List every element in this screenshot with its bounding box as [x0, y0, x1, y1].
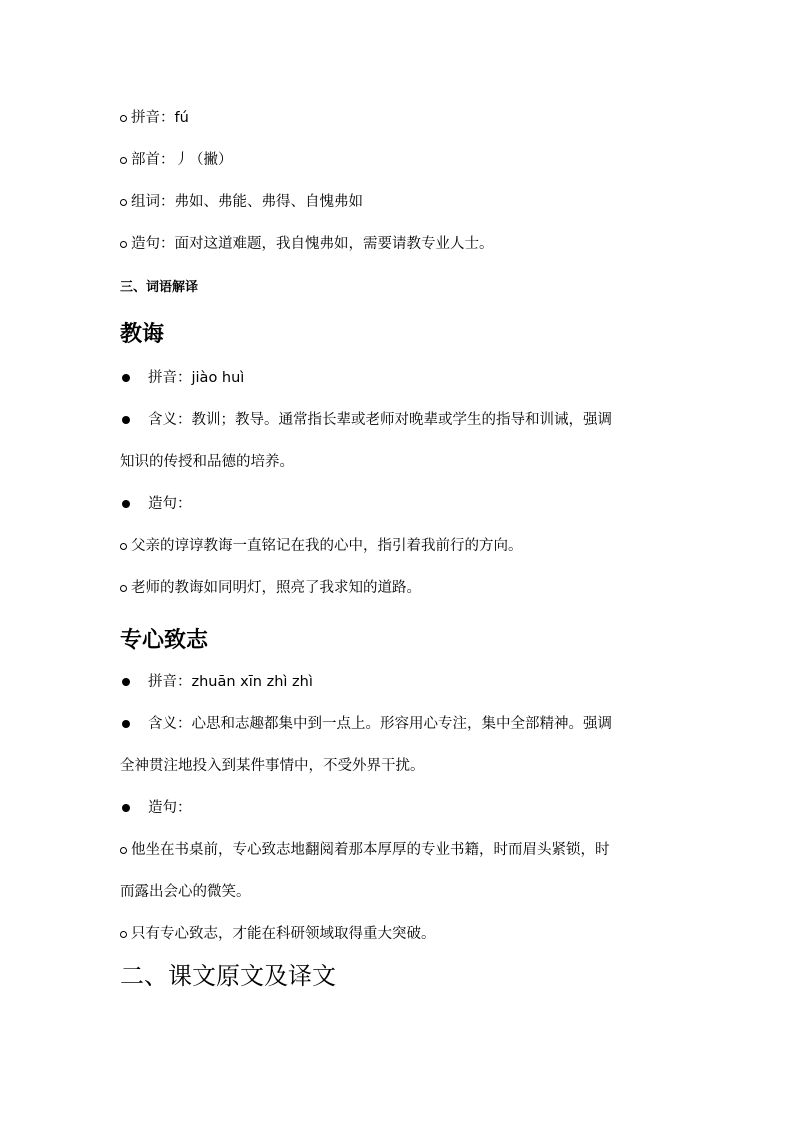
entry1-example-2: 老师的教诲如同明灯，照亮了我求知的道路。: [131, 580, 421, 596]
entry1-example-label-line: [120, 494, 192, 514]
solid-bullet-icon: [122, 374, 130, 382]
hollow-bullet-icon: [120, 115, 127, 122]
entry1-pinyin: 拼音：jiào huì: [148, 370, 245, 386]
char-pinyin: 拼音：fú: [131, 110, 189, 126]
solid-bullet-icon: [122, 416, 130, 424]
entry1-example-label: 造句：: [148, 496, 192, 512]
char-sentence: 造句：面对这道难题，我自愧弗如，需要请教专业人士。: [131, 236, 494, 252]
entry2-example-1a: 他坐在书桌前，专心致志地翻阅着那本厚厚的专业书籍，时而眉头紧锁，时: [131, 842, 610, 858]
entry2-example-label-line: [120, 798, 192, 818]
entry1-example-2-line: [120, 578, 421, 598]
entry-title-jiaohui: 教诲: [120, 322, 165, 347]
char-radical: 部首：丿（撇）: [131, 152, 233, 168]
hollow-bullet-icon: [120, 157, 127, 164]
hollow-bullet-icon: [120, 931, 127, 938]
hollow-bullet-icon: [120, 241, 127, 248]
entry1-meaning-line: [120, 410, 612, 430]
entry2-example-1-cont: 而露出会心的微笑。: [120, 884, 251, 900]
entry1-pinyin-line: [120, 368, 244, 388]
char-words-line: [120, 192, 363, 212]
solid-bullet-icon: [122, 804, 130, 812]
entry2-example-2: 只有专心致志，才能在科研领域取得重大突破。: [131, 926, 436, 942]
section2-heading: 二、课文原文及译文: [120, 962, 336, 990]
hollow-bullet-icon: [120, 199, 127, 206]
section3-heading: 三、词语解译: [120, 280, 199, 295]
entry2-meaning-line: [120, 714, 612, 734]
char-pinyin-line: [120, 108, 189, 128]
entry2-pinyin-line: [120, 672, 313, 692]
entry1-example-1-line: [120, 536, 523, 556]
entry1-meaning-cont: 知识的传授和品德的培养。: [120, 454, 294, 470]
entry2-meaning-cont: 全神贯注地投入到某件事情中，不受外界干扰。: [120, 758, 425, 774]
hollow-bullet-icon: [120, 585, 127, 592]
solid-bullet-icon: [122, 678, 130, 686]
entry2-example-2-line: [120, 924, 436, 944]
solid-bullet-icon: [122, 500, 130, 508]
entry1-example-1: 父亲的谆谆教诲一直铭记在我的心中，指引着我前行的方向。: [131, 538, 523, 554]
entry-title-zhuanxinzhizhi: 专心致志: [120, 628, 209, 653]
hollow-bullet-icon: [120, 543, 127, 550]
entry2-example-1-line: [120, 840, 610, 860]
hollow-bullet-icon: [120, 847, 127, 854]
char-words: 组词：弗如、弗能、弗得、自愧弗如: [131, 194, 363, 210]
char-sentence-line: [120, 234, 494, 254]
solid-bullet-icon: [122, 720, 130, 728]
char-radical-line: [120, 150, 233, 170]
entry1-meaning-1: 含义：教训；教导。通常指长辈或老师对晚辈或学生的指导和训诫，强调: [148, 412, 612, 428]
entry2-meaning-1: 含义：心思和志趣都集中到一点上。形容用心专注，集中全部精神。强调: [148, 716, 612, 732]
entry2-example-label: 造句：: [148, 800, 192, 816]
entry2-pinyin: 拼音：zhuān xīn zhì zhì: [148, 674, 313, 690]
